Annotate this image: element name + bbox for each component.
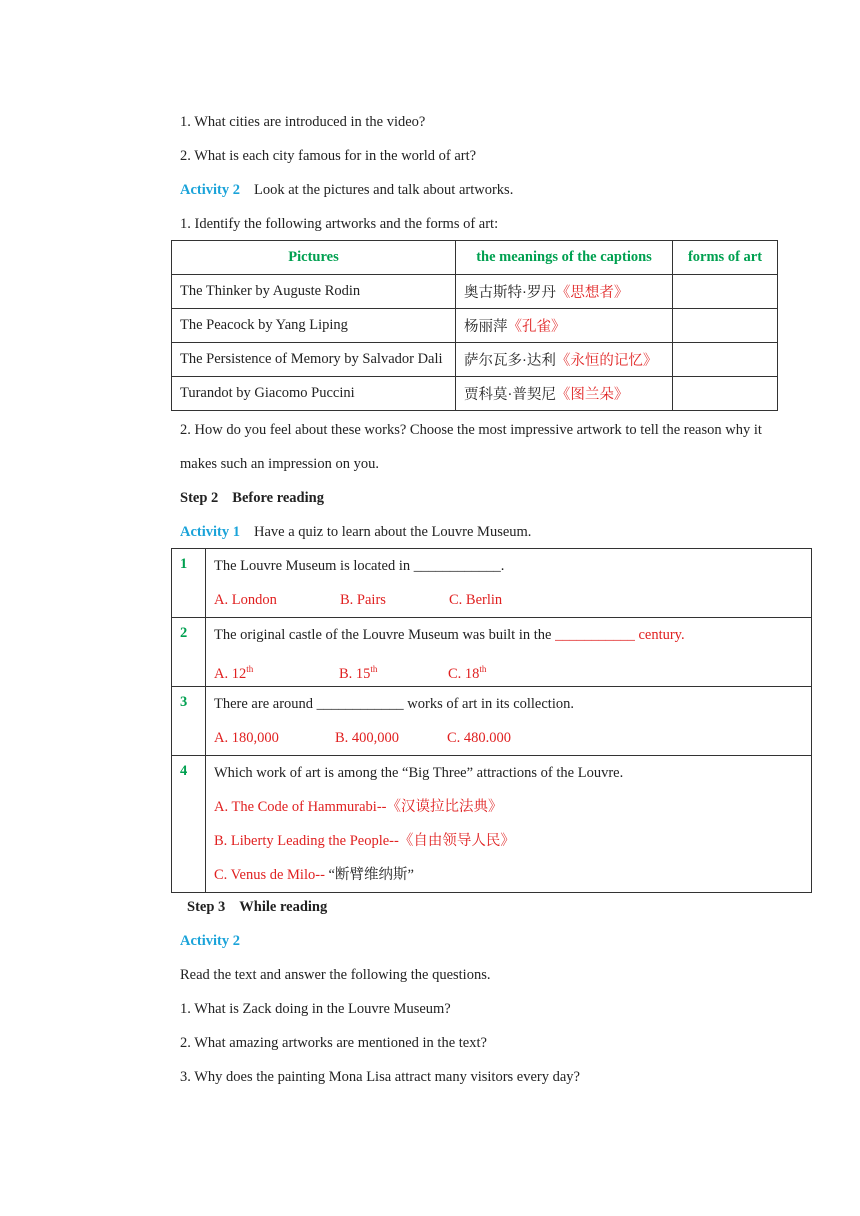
step-label: Step 2 (180, 490, 219, 506)
activity-text: Have a quiz to learn about the Louvre Museum. (254, 524, 532, 540)
form-cell[interactable] (673, 343, 778, 377)
picture-cell: The Thinker by Auguste Rodin (172, 275, 456, 309)
option-b-text: B. 15 (339, 665, 371, 682)
question-text: There are around ____________ works of art in its collection. (214, 696, 574, 712)
question-cell (206, 549, 812, 618)
option-c-text: C. 18 (448, 665, 480, 682)
option-c-sup: th (479, 664, 487, 674)
options-line (214, 721, 803, 755)
table-row (172, 377, 778, 411)
question-number: 2 (172, 618, 206, 687)
artworks-table (171, 240, 778, 411)
option-b[interactable]: B. Pairs (340, 592, 386, 608)
question-text: The Louvre Museum is located in ____________. (214, 558, 505, 574)
reading-question-3: 3. Why does the painting Mona Lisa attract many visitors every day? (180, 1069, 580, 1085)
option-b[interactable] (339, 652, 448, 691)
step3-heading (187, 897, 327, 917)
question-blank: ___________ century. (555, 627, 685, 643)
option-a[interactable]: A. 180,000 (214, 730, 279, 746)
picture-cell: Turandot by Giacomo Puccini (172, 377, 456, 411)
caption-name: 贾科莫·普契尼 (464, 387, 556, 403)
option-c-chinese: “断臂维纳斯” (328, 867, 414, 883)
option-a-sup: th (246, 664, 254, 674)
caption-cell (456, 377, 673, 411)
quiz-row (172, 756, 812, 893)
activity2-heading (180, 180, 513, 200)
picture-cell: The Persistence of Memory by Salvador Dali (172, 343, 456, 377)
option-b[interactable]: B. 400,000 (335, 730, 400, 746)
option-c[interactable] (214, 858, 803, 892)
step-label: Step 3 (187, 899, 226, 915)
options-line (214, 652, 803, 686)
header-pictures: Pictures (172, 241, 456, 275)
header-forms: forms of art (673, 241, 778, 275)
caption-title: 《图兰朵》 (555, 387, 629, 403)
caption-cell (456, 275, 673, 309)
step2-heading (180, 488, 324, 508)
table-row (172, 343, 778, 377)
table-row (172, 309, 778, 343)
question-text: Which work of art is among the “Big Three” attractions of the Louvre. (214, 765, 624, 781)
option-a[interactable]: A. London (214, 592, 277, 608)
caption-title: 《孔雀》 (507, 319, 566, 335)
table-header-row (172, 241, 778, 275)
intro-question-1: 1. What cities are introduced in the video? (180, 114, 426, 130)
form-cell[interactable] (673, 275, 778, 309)
feel-question-line2: makes such an impression on you. (180, 456, 379, 472)
quiz-row (172, 618, 812, 687)
identify-instruction: 1. Identify the following artworks and the forms of art: (180, 216, 499, 232)
question-cell (206, 756, 812, 893)
option-c[interactable]: C. Berlin (449, 592, 503, 608)
caption-name: 萨尔瓦多·达利 (464, 353, 556, 369)
activity1-heading (180, 522, 531, 542)
option-c[interactable]: C. 480.000 (447, 730, 512, 746)
quiz-row (172, 687, 812, 756)
option-b[interactable]: B. Liberty Leading the People--《自由领导人民》 (214, 833, 515, 849)
question-stem: The original castle of the Louvre Museum was built in the (214, 627, 552, 643)
caption-cell (456, 309, 673, 343)
feel-question-line1: 2. How do you feel about these works? Choose the most impressive artwork to tell the reason why it (180, 422, 762, 438)
question-number: 3 (172, 687, 206, 756)
form-cell[interactable] (673, 309, 778, 343)
option-a-text: A. 12 (214, 665, 247, 682)
read-instruction: Read the text and answer the following the questions. (180, 967, 491, 983)
step-title: While reading (239, 899, 328, 915)
step-title: Before reading (232, 490, 324, 506)
activity-text: Look at the pictures and talk about artworks. (254, 182, 514, 198)
caption-name: 杨丽萍 (464, 319, 508, 335)
picture-cell: The Peacock by Yang Liping (172, 309, 456, 343)
option-c-text: C. Venus de Milo-- (214, 867, 329, 883)
question-number: 4 (172, 756, 206, 893)
question-number: 1 (172, 549, 206, 618)
table-row (172, 275, 778, 309)
reading-question-2: 2. What amazing artworks are mentioned in the text? (180, 1035, 487, 1051)
caption-name: 奥古斯特·罗丹 (464, 285, 556, 301)
question-text (214, 618, 803, 652)
caption-title: 《永恒的记忆》 (555, 353, 658, 369)
quiz-row (172, 549, 812, 618)
form-cell[interactable] (673, 377, 778, 411)
activity-label: Activity 1 (180, 524, 240, 540)
header-meanings: the meanings of the captions (456, 241, 673, 275)
question-cell (206, 687, 812, 756)
reading-question-1: 1. What is Zack doing in the Louvre Museum? (180, 1001, 451, 1017)
intro-question-2: 2. What is each city famous for in the world of art? (180, 148, 477, 164)
caption-cell (456, 343, 673, 377)
louvre-quiz-table (171, 548, 812, 893)
option-c[interactable] (448, 652, 486, 691)
option-a[interactable] (214, 652, 339, 691)
activity-label: Activity 2 (180, 182, 240, 198)
option-a[interactable]: A. The Code of Hammurabi--《汉谟拉比法典》 (214, 799, 503, 815)
option-b-sup: th (370, 664, 378, 674)
caption-title: 《思想者》 (555, 285, 629, 301)
activity2-while-heading: Activity 2 (180, 933, 240, 949)
question-cell (206, 618, 812, 687)
options-line (214, 583, 803, 617)
